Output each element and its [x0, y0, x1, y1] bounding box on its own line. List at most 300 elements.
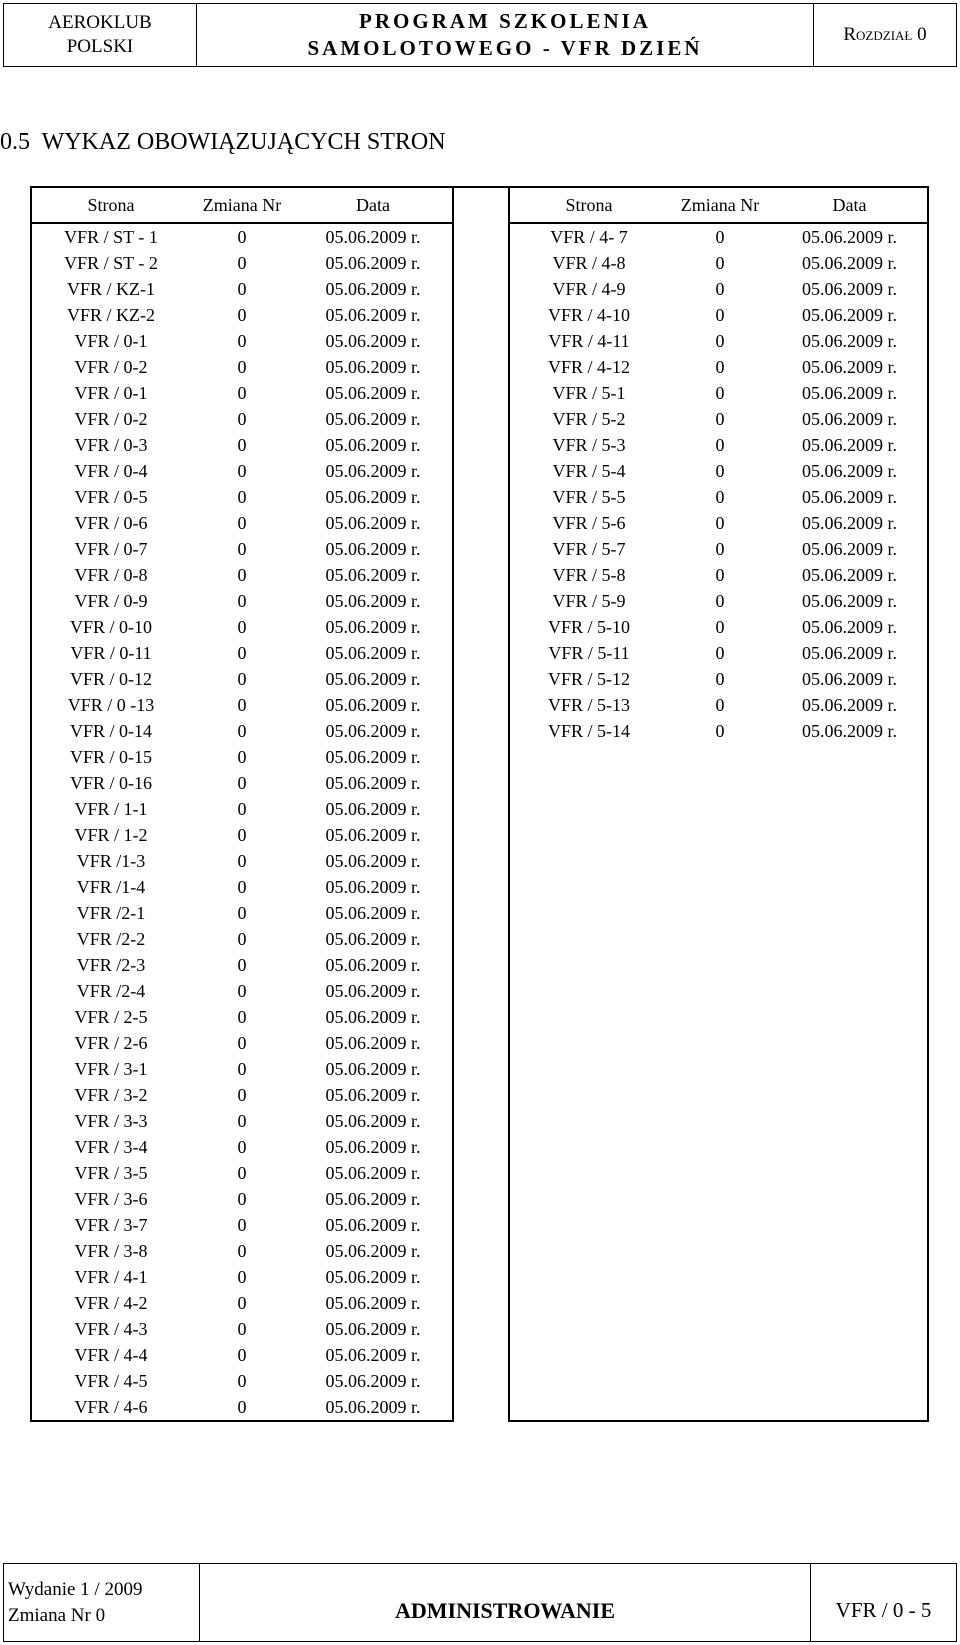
cell-zmiana: 0 — [715, 305, 725, 325]
cell-strona: VFR / 0-10 — [69, 617, 152, 637]
cell-strona: VFR / 0-8 — [74, 565, 148, 585]
cell-strona: VFR / ST - 1 — [64, 227, 158, 247]
cell-zmiana — [668, 926, 772, 952]
cell-zmiana: 0 — [237, 1267, 247, 1287]
cell-data: 05.06.2009 r. — [801, 279, 897, 299]
table-row — [31, 744, 453, 770]
cell-data: 05.06.2009 r. — [325, 721, 421, 741]
table-row-empty — [509, 1186, 928, 1212]
cell-data — [772, 874, 928, 900]
cell-strona: VFR / 0-1 — [74, 383, 148, 403]
cell-data: 05.06.2009 r. — [325, 435, 421, 455]
cell-strona: VFR / 4-6 — [74, 1397, 148, 1417]
cell-zmiana: 0 — [237, 1319, 247, 1339]
table-row — [509, 354, 928, 380]
cell-strona: VFR / 2-6 — [74, 1033, 148, 1053]
table-row — [31, 614, 453, 640]
table-row — [509, 536, 928, 562]
cell-data: 05.06.2009 r. — [325, 1163, 421, 1183]
cell-zmiana — [668, 1004, 772, 1030]
cell-zmiana — [668, 978, 772, 1004]
cell-zmiana — [668, 1316, 772, 1342]
table-row-empty — [509, 1238, 928, 1264]
table-header-row — [509, 187, 928, 223]
cell-zmiana: 0 — [237, 1111, 247, 1131]
header-zmiana: Zmiana Nr — [668, 187, 772, 223]
cell-zmiana: 0 — [237, 1241, 247, 1261]
cell-data — [772, 822, 928, 848]
pages-table-right-body — [509, 223, 928, 1421]
cell-data: 05.06.2009 r. — [325, 1267, 421, 1287]
cell-data — [772, 770, 928, 796]
cell-data: 05.06.2009 r. — [325, 929, 421, 949]
cell-data: 05.06.2009 r. — [325, 383, 421, 403]
cell-data: 05.06.2009 r. — [325, 227, 421, 247]
table-header-row — [31, 187, 453, 223]
cell-strona: VFR / 3-4 — [74, 1137, 148, 1157]
cell-zmiana — [668, 1264, 772, 1290]
cell-zmiana: 0 — [237, 643, 247, 663]
table-row — [31, 1290, 453, 1316]
page-header — [3, 3, 957, 67]
table-row — [31, 1030, 453, 1056]
cell-strona — [509, 1056, 668, 1082]
cell-strona: VFR / 4-2 — [74, 1293, 148, 1313]
cell-data: 05.06.2009 r. — [325, 617, 421, 637]
cell-strona — [509, 1212, 668, 1238]
cell-zmiana: 0 — [237, 461, 247, 481]
cell-zmiana: 0 — [237, 955, 247, 975]
table-row — [31, 458, 453, 484]
cell-data: 05.06.2009 r. — [325, 643, 421, 663]
cell-zmiana — [668, 1134, 772, 1160]
page-footer — [3, 1563, 957, 1642]
header-strona: Strona — [31, 187, 190, 223]
cell-data — [772, 1368, 928, 1394]
table-row-empty — [509, 1160, 928, 1186]
cell-strona: VFR / 0-7 — [74, 539, 148, 559]
cell-zmiana: 0 — [237, 253, 247, 273]
table-row — [31, 536, 453, 562]
cell-data: 05.06.2009 r. — [801, 617, 897, 637]
cell-zmiana — [668, 744, 772, 770]
table-row-empty — [509, 1264, 928, 1290]
table-row — [31, 1108, 453, 1134]
cell-data: 05.06.2009 r. — [801, 253, 897, 273]
cell-zmiana: 0 — [715, 253, 725, 273]
table-row — [31, 588, 453, 614]
cell-data — [772, 1238, 928, 1264]
cell-strona: VFR / 0-2 — [74, 357, 148, 377]
cell-data: 05.06.2009 r. — [325, 1007, 421, 1027]
cell-data: 05.06.2009 r. — [801, 487, 897, 507]
cell-strona: VFR / 5-12 — [547, 669, 630, 689]
cell-data: 05.06.2009 r. — [325, 487, 421, 507]
cell-strona: VFR / 5-14 — [547, 721, 630, 741]
table-row — [31, 692, 453, 718]
cell-data: 05.06.2009 r. — [325, 305, 421, 325]
cell-zmiana: 0 — [715, 721, 725, 741]
cell-strona — [509, 1290, 668, 1316]
cell-strona: VFR / 5-6 — [552, 513, 626, 533]
cell-zmiana: 0 — [715, 461, 725, 481]
cell-strona: VFR / 4- 7 — [550, 227, 628, 247]
cell-data: 05.06.2009 r. — [801, 409, 897, 429]
cell-data: 05.06.2009 r. — [325, 851, 421, 871]
cell-data — [772, 744, 928, 770]
cell-strona: VFR / KZ-2 — [66, 305, 155, 325]
table-row-empty — [509, 1004, 928, 1030]
cell-zmiana: 0 — [715, 669, 725, 689]
footer-change: Zmiana Nr 0 — [8, 1604, 106, 1626]
footer-page-number: VFR / 0 - 5 — [835, 1598, 932, 1622]
cell-zmiana: 0 — [715, 279, 725, 299]
cell-strona: VFR / 0-3 — [74, 435, 148, 455]
cell-strona — [509, 848, 668, 874]
cell-zmiana: 0 — [237, 487, 247, 507]
cell-strona — [509, 1186, 668, 1212]
table-row — [509, 432, 928, 458]
cell-data — [772, 1394, 928, 1421]
header-strona: Strona — [509, 187, 668, 223]
cell-data — [772, 1108, 928, 1134]
cell-data: 05.06.2009 r. — [801, 435, 897, 455]
table-gap — [454, 186, 508, 1462]
cell-strona: VFR / 4-4 — [74, 1345, 148, 1365]
header-data: Data — [294, 187, 453, 223]
table-row — [31, 223, 453, 250]
cell-strona — [509, 1238, 668, 1264]
cell-strona: VFR / 0-6 — [74, 513, 148, 533]
cell-zmiana — [668, 796, 772, 822]
cell-strona: VFR / 0-12 — [69, 669, 152, 689]
table-row-empty — [509, 1394, 928, 1421]
cell-data: 05.06.2009 r. — [801, 721, 897, 741]
cell-strona: VFR / 0-9 — [74, 591, 148, 611]
cell-zmiana — [668, 1056, 772, 1082]
cell-data: 05.06.2009 r. — [325, 1033, 421, 1053]
cell-zmiana: 0 — [715, 357, 725, 377]
cell-strona — [509, 900, 668, 926]
cell-zmiana: 0 — [715, 435, 725, 455]
cell-strona — [509, 744, 668, 770]
table-row-empty — [509, 744, 928, 770]
cell-data: 05.06.2009 r. — [801, 305, 897, 325]
cell-strona: VFR / 5-1 — [552, 383, 626, 403]
table-row — [31, 666, 453, 692]
cell-strona: VFR / 5-11 — [548, 643, 630, 663]
cell-data — [772, 1004, 928, 1030]
cell-data: 05.06.2009 r. — [801, 331, 897, 351]
cell-data — [772, 1030, 928, 1056]
table-row — [31, 1342, 453, 1368]
cell-zmiana: 0 — [237, 331, 247, 351]
cell-data: 05.06.2009 r. — [801, 643, 897, 663]
table-row — [31, 354, 453, 380]
cell-strona: VFR / 4-9 — [552, 279, 626, 299]
cell-strona: VFR / 0-4 — [74, 461, 148, 481]
table-row-empty — [509, 1082, 928, 1108]
table-row — [509, 562, 928, 588]
cell-data: 05.06.2009 r. — [325, 279, 421, 299]
cell-zmiana — [668, 952, 772, 978]
cell-strona: VFR / KZ-1 — [66, 279, 155, 299]
cell-data — [772, 1212, 928, 1238]
cell-zmiana: 0 — [715, 383, 725, 403]
cell-data: 05.06.2009 r. — [325, 1137, 421, 1157]
cell-strona: VFR / 3-1 — [74, 1059, 148, 1079]
table-row — [31, 1238, 453, 1264]
table-row — [31, 562, 453, 588]
cell-zmiana: 0 — [237, 929, 247, 949]
table-row — [31, 900, 453, 926]
table-row — [31, 1082, 453, 1108]
cell-strona — [509, 1316, 668, 1342]
table-row — [31, 796, 453, 822]
cell-data: 05.06.2009 r. — [801, 539, 897, 559]
cell-strona: VFR / 0-11 — [70, 643, 152, 663]
cell-data — [772, 1264, 928, 1290]
table-row — [509, 223, 928, 250]
cell-data: 05.06.2009 r. — [801, 695, 897, 715]
cell-zmiana: 0 — [237, 1137, 247, 1157]
cell-strona: VFR / 2-5 — [74, 1007, 148, 1027]
cell-strona: VFR /2-1 — [76, 903, 146, 923]
cell-data: 05.06.2009 r. — [325, 825, 421, 845]
cell-zmiana: 0 — [715, 227, 725, 247]
table-row — [31, 1316, 453, 1342]
cell-zmiana: 0 — [715, 617, 725, 637]
cell-zmiana: 0 — [237, 903, 247, 923]
cell-strona: VFR / 4-12 — [547, 357, 630, 377]
footer-edition: Wydanie 1 / 2009 — [8, 1578, 143, 1600]
cell-zmiana — [668, 1082, 772, 1108]
table-row — [31, 1186, 453, 1212]
table-row-empty — [509, 822, 928, 848]
cell-zmiana: 0 — [715, 643, 725, 663]
cell-strona: VFR / 4-10 — [547, 305, 630, 325]
table-row — [31, 302, 453, 328]
cell-strona: VFR / 5-13 — [547, 695, 630, 715]
cell-data: 05.06.2009 r. — [325, 1085, 421, 1105]
footer-section: ADMINISTROWANIE — [200, 1564, 811, 1641]
cell-data: 05.06.2009 r. — [325, 903, 421, 923]
cell-zmiana: 0 — [237, 1033, 247, 1053]
table-row-empty — [509, 874, 928, 900]
cell-data: 05.06.2009 r. — [801, 591, 897, 611]
cell-zmiana: 0 — [237, 409, 247, 429]
table-row-empty — [509, 1316, 928, 1342]
table-row-empty — [509, 796, 928, 822]
cell-zmiana: 0 — [237, 1189, 247, 1209]
table-row-empty — [509, 1108, 928, 1134]
cell-zmiana: 0 — [237, 695, 247, 715]
table-row — [31, 484, 453, 510]
cell-data: 05.06.2009 r. — [325, 539, 421, 559]
table-row — [31, 1212, 453, 1238]
table-row — [31, 978, 453, 1004]
cell-zmiana: 0 — [237, 981, 247, 1001]
cell-zmiana: 0 — [237, 851, 247, 871]
cell-zmiana — [668, 1342, 772, 1368]
cell-zmiana: 0 — [237, 669, 247, 689]
table-row — [509, 692, 928, 718]
cell-zmiana — [668, 1212, 772, 1238]
cell-data — [772, 1316, 928, 1342]
table-row — [509, 458, 928, 484]
cell-strona — [509, 770, 668, 796]
cell-data: 05.06.2009 r. — [325, 1189, 421, 1209]
header-data: Data — [772, 187, 928, 223]
cell-strona: VFR / 5-8 — [552, 565, 626, 585]
cell-zmiana: 0 — [237, 1007, 247, 1027]
table-row — [509, 406, 928, 432]
table-row — [31, 1056, 453, 1082]
table-row-empty — [509, 1134, 928, 1160]
table-row-empty — [509, 1056, 928, 1082]
cell-data: 05.06.2009 r. — [325, 877, 421, 897]
table-row — [31, 848, 453, 874]
cell-zmiana: 0 — [237, 1085, 247, 1105]
header-program-title — [197, 4, 814, 66]
cell-strona — [509, 952, 668, 978]
cell-data: 05.06.2009 r. — [325, 1397, 421, 1417]
cell-strona: VFR / ST - 2 — [64, 253, 158, 273]
cell-data — [772, 1186, 928, 1212]
cell-strona: VFR / 5-3 — [552, 435, 626, 455]
table-row — [31, 250, 453, 276]
cell-data: 05.06.2009 r. — [325, 1215, 421, 1235]
section-title: 0.5 WYKAZ OBOWIĄZUJĄCYCH STRON — [0, 129, 446, 155]
cell-data — [772, 1290, 928, 1316]
cell-zmiana — [668, 1238, 772, 1264]
cell-zmiana: 0 — [237, 1397, 247, 1417]
cell-zmiana: 0 — [237, 279, 247, 299]
header-zmiana: Zmiana Nr — [190, 187, 294, 223]
cell-strona: VFR /1-4 — [76, 877, 146, 897]
cell-zmiana — [668, 1368, 772, 1394]
cell-data: 05.06.2009 r. — [325, 1345, 421, 1365]
cell-zmiana: 0 — [715, 331, 725, 351]
cell-strona: VFR / 0-14 — [69, 721, 152, 741]
cell-zmiana: 0 — [237, 773, 247, 793]
cell-strona — [509, 1082, 668, 1108]
cell-zmiana: 0 — [237, 799, 247, 819]
table-row — [31, 640, 453, 666]
table-row-empty — [509, 848, 928, 874]
cell-strona — [509, 1264, 668, 1290]
cell-strona: VFR / 5-7 — [552, 539, 626, 559]
cell-strona: VFR / 0-5 — [74, 487, 148, 507]
table-row — [509, 250, 928, 276]
cell-zmiana: 0 — [715, 695, 725, 715]
cell-zmiana: 0 — [237, 435, 247, 455]
cell-zmiana — [668, 1290, 772, 1316]
cell-zmiana: 0 — [237, 513, 247, 533]
header-org-line2: POLSKI — [66, 36, 134, 57]
cell-strona: VFR / 4-8 — [552, 253, 626, 273]
cell-data: 05.06.2009 r. — [325, 1371, 421, 1391]
cell-data: 05.06.2009 r. — [801, 565, 897, 585]
cell-zmiana: 0 — [237, 1371, 247, 1391]
cell-strona: VFR / 4-1 — [74, 1267, 148, 1287]
cell-strona: VFR / 5-4 — [552, 461, 626, 481]
cell-zmiana: 0 — [715, 513, 725, 533]
table-row — [31, 770, 453, 796]
table-row — [509, 380, 928, 406]
cell-data: 05.06.2009 r. — [325, 981, 421, 1001]
cell-zmiana: 0 — [237, 591, 247, 611]
table-row — [509, 666, 928, 692]
cell-zmiana: 0 — [237, 825, 247, 845]
cell-zmiana: 0 — [715, 409, 725, 429]
table-row — [509, 588, 928, 614]
table-row — [31, 1004, 453, 1030]
cell-strona: VFR / 3-8 — [74, 1241, 148, 1261]
cell-zmiana — [668, 770, 772, 796]
header-organization — [4, 4, 197, 66]
cell-strona — [509, 822, 668, 848]
cell-data: 05.06.2009 r. — [801, 461, 897, 481]
cell-strona: VFR /2-4 — [76, 981, 146, 1001]
cell-strona: VFR / 5-2 — [552, 409, 626, 429]
cell-strona: VFR / 0-2 — [74, 409, 148, 429]
cell-strona — [509, 1134, 668, 1160]
header-program-line2: SAMOLOTOWEGO - VFR DZIEŃ — [307, 36, 703, 60]
cell-strona: VFR / 5-9 — [552, 591, 626, 611]
cell-data — [772, 1134, 928, 1160]
cell-zmiana — [668, 848, 772, 874]
cell-data: 05.06.2009 r. — [325, 253, 421, 273]
cell-strona — [509, 1108, 668, 1134]
cell-data: 05.06.2009 r. — [325, 1111, 421, 1131]
table-row-empty — [509, 900, 928, 926]
cell-strona — [509, 1368, 668, 1394]
cell-strona: VFR / 3-3 — [74, 1111, 148, 1131]
cell-zmiana — [668, 900, 772, 926]
cell-strona: VFR / 5-10 — [547, 617, 630, 637]
cell-data — [772, 952, 928, 978]
cell-data — [772, 1160, 928, 1186]
table-row-empty — [509, 770, 928, 796]
cell-data: 05.06.2009 r. — [325, 409, 421, 429]
table-row — [31, 328, 453, 354]
table-row-empty — [509, 1290, 928, 1316]
cell-strona: VFR / 1-2 — [74, 825, 148, 845]
cell-data: 05.06.2009 r. — [325, 799, 421, 819]
cell-data — [772, 978, 928, 1004]
cell-zmiana: 0 — [237, 721, 247, 741]
table-row — [31, 718, 453, 744]
cell-data — [772, 1056, 928, 1082]
table-row — [31, 406, 453, 432]
cell-data — [772, 1342, 928, 1368]
cell-data: 05.06.2009 r. — [325, 565, 421, 585]
cell-data: 05.06.2009 r. — [325, 357, 421, 377]
cell-zmiana: 0 — [237, 357, 247, 377]
table-row — [509, 302, 928, 328]
cell-data — [772, 1082, 928, 1108]
header-org-line1: AEROKLUB — [48, 12, 152, 33]
cell-zmiana: 0 — [237, 383, 247, 403]
cell-data: 05.06.2009 r. — [325, 461, 421, 481]
cell-strona: VFR / 3-2 — [74, 1085, 148, 1105]
cell-data: 05.06.2009 r. — [325, 1241, 421, 1261]
cell-data: 05.06.2009 r. — [325, 1293, 421, 1313]
cell-strona: VFR / 5-5 — [552, 487, 626, 507]
cell-strona — [509, 1004, 668, 1030]
cell-zmiana: 0 — [237, 877, 247, 897]
